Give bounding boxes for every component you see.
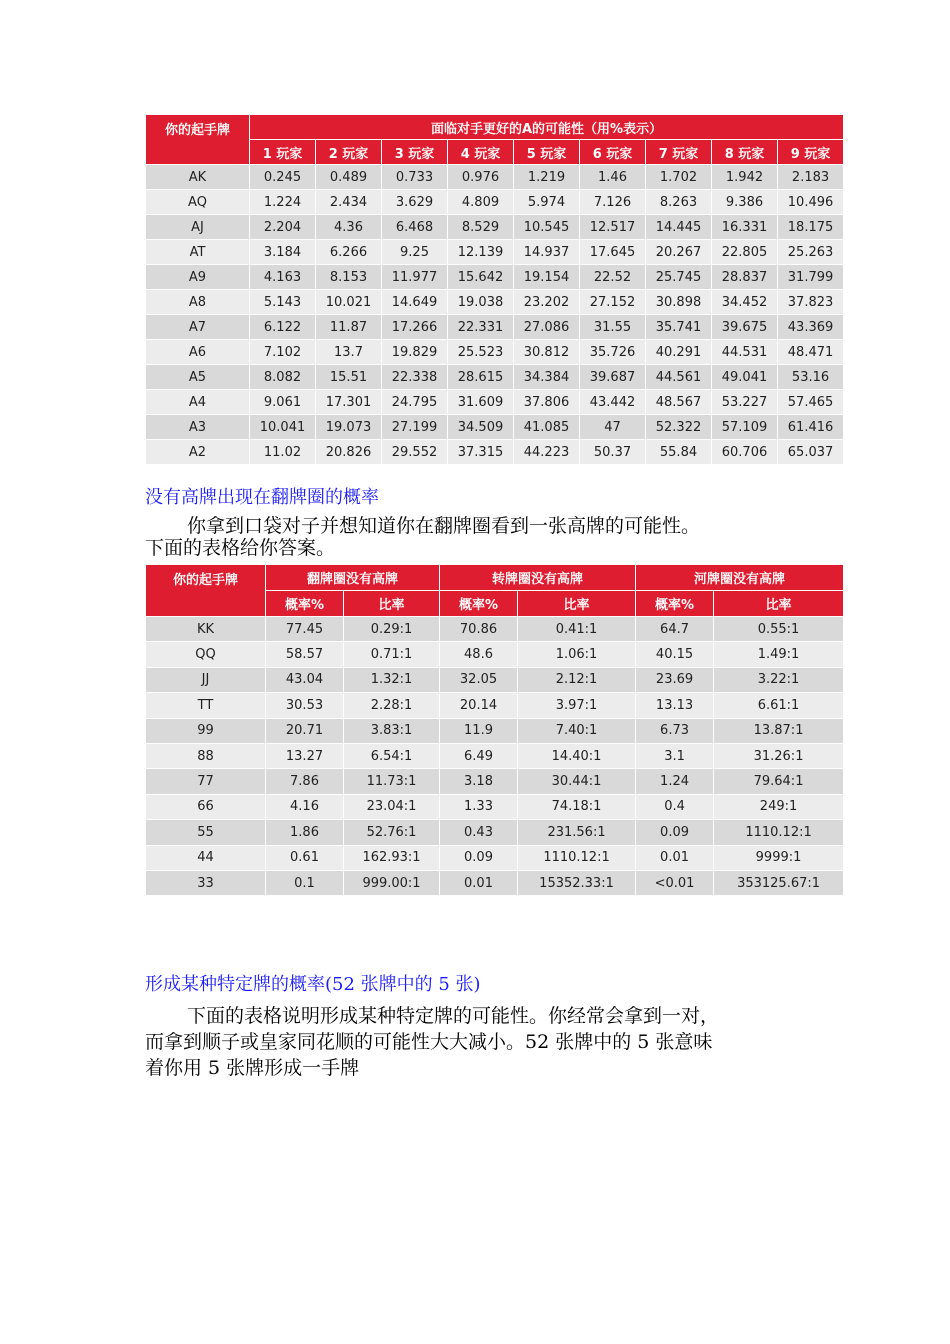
value-cell: 13.13: [636, 693, 714, 718]
value-cell: 1.219: [514, 165, 580, 190]
value-cell: 0.55:1: [714, 617, 844, 642]
table-row: [146, 642, 844, 667]
value-cell: 20.71: [266, 718, 344, 743]
section-heading: 没有高牌出现在翻牌圈的概率: [145, 487, 379, 508]
value-cell: 1.224: [250, 190, 316, 215]
value-cell: 6.122: [250, 315, 316, 340]
value-cell: 11.73:1: [344, 769, 440, 794]
value-cell: 17.266: [382, 315, 448, 340]
value-cell: 53.16: [778, 365, 844, 390]
value-cell: 17.301: [316, 390, 382, 415]
value-cell: 4.36: [316, 215, 382, 240]
value-cell: 10.545: [514, 215, 580, 240]
column-header: 7 玩家: [646, 140, 712, 165]
value-cell: 22.52: [580, 265, 646, 290]
section-paragraph: [145, 1003, 815, 1081]
value-cell: 1.24: [636, 769, 714, 794]
corner-header: 你的起手牌: [146, 565, 266, 617]
table-row: [146, 165, 844, 190]
hand-cell: A5: [146, 365, 250, 390]
hand-cell: 77: [146, 769, 266, 794]
value-cell: 19.829: [382, 340, 448, 365]
hand-cell: A2: [146, 440, 250, 465]
value-cell: 7.102: [250, 340, 316, 365]
value-cell: 6.61:1: [714, 693, 844, 718]
value-cell: 6.54:1: [344, 743, 440, 768]
value-cell: 49.041: [712, 365, 778, 390]
value-cell: 7.126: [580, 190, 646, 215]
value-cell: 8.263: [646, 190, 712, 215]
value-cell: 61.416: [778, 415, 844, 440]
hand-cell: AK: [146, 165, 250, 190]
column-header: 1 玩家: [250, 140, 316, 165]
value-cell: 44.531: [712, 340, 778, 365]
value-cell: 20.826: [316, 440, 382, 465]
value-cell: 10.496: [778, 190, 844, 215]
value-cell: 1.46: [580, 165, 646, 190]
value-cell: 14.445: [646, 215, 712, 240]
value-cell: 14.40:1: [518, 743, 636, 768]
value-cell: 31.26:1: [714, 743, 844, 768]
paragraph-line: 你拿到口袋对子并想知道你在翻牌圈看到一张高牌的可能性。: [187, 515, 701, 537]
value-cell: 77.45: [266, 617, 344, 642]
value-cell: 6.73: [636, 718, 714, 743]
value-cell: 3.22:1: [714, 667, 844, 692]
column-header: 概率%: [266, 591, 344, 617]
value-cell: 5.974: [514, 190, 580, 215]
value-cell: 27.152: [580, 290, 646, 315]
value-cell: 3.629: [382, 190, 448, 215]
column-header: 比率: [714, 591, 844, 617]
value-cell: 41.085: [514, 415, 580, 440]
value-cell: 44.561: [646, 365, 712, 390]
table-row: [146, 743, 844, 768]
value-cell: 28.615: [448, 365, 514, 390]
hand-cell: A7: [146, 315, 250, 340]
value-cell: 74.18:1: [518, 794, 636, 819]
value-cell: 57.465: [778, 390, 844, 415]
hand-cell: KK: [146, 617, 266, 642]
column-header: 概率%: [440, 591, 518, 617]
section-heading: 形成某种特定牌的概率(52 张牌中的 5 张): [145, 974, 481, 995]
column-header: 3 玩家: [382, 140, 448, 165]
value-cell: 23.69: [636, 667, 714, 692]
value-cell: 60.706: [712, 440, 778, 465]
value-cell: 12.139: [448, 240, 514, 265]
value-cell: 48.471: [778, 340, 844, 365]
value-cell: 11.977: [382, 265, 448, 290]
column-header: 2 玩家: [316, 140, 382, 165]
value-cell: 0.61: [266, 845, 344, 870]
value-cell: 0.1: [266, 870, 344, 895]
value-cell: 13.7: [316, 340, 382, 365]
value-cell: 20.14: [440, 693, 518, 718]
value-cell: 5.143: [250, 290, 316, 315]
value-cell: 55.84: [646, 440, 712, 465]
table-row: [146, 769, 844, 794]
ace-odds-table: [145, 114, 844, 465]
table-row: [146, 340, 844, 365]
table-row: [146, 794, 844, 819]
value-cell: 3.83:1: [344, 718, 440, 743]
value-cell: 53.227: [712, 390, 778, 415]
value-cell: 4.809: [448, 190, 514, 215]
table-row: [146, 667, 844, 692]
value-cell: 28.837: [712, 265, 778, 290]
value-cell: 24.795: [382, 390, 448, 415]
value-cell: 18.175: [778, 215, 844, 240]
value-cell: 25.263: [778, 240, 844, 265]
column-header: 8 玩家: [712, 140, 778, 165]
value-cell: 13.87:1: [714, 718, 844, 743]
value-cell: 2.12:1: [518, 667, 636, 692]
value-cell: 12.517: [580, 215, 646, 240]
hand-cell: A6: [146, 340, 250, 365]
hand-cell: AT: [146, 240, 250, 265]
value-cell: 11.87: [316, 315, 382, 340]
value-cell: 9.25: [382, 240, 448, 265]
hand-cell: 66: [146, 794, 266, 819]
value-cell: 48.567: [646, 390, 712, 415]
value-cell: 13.27: [266, 743, 344, 768]
value-cell: 25.523: [448, 340, 514, 365]
value-cell: 0.4: [636, 794, 714, 819]
value-cell: 25.745: [646, 265, 712, 290]
value-cell: 11.02: [250, 440, 316, 465]
value-cell: 65.037: [778, 440, 844, 465]
value-cell: 64.7: [636, 617, 714, 642]
paragraph-line: 着你用 5 张牌形成一手牌: [145, 1057, 360, 1079]
value-cell: 39.687: [580, 365, 646, 390]
value-cell: 1.49:1: [714, 642, 844, 667]
value-cell: 3.18: [440, 769, 518, 794]
paragraph-line: 下面的表格说明形成某种特定牌的可能性。你经常会拿到一对，: [187, 1005, 720, 1027]
value-cell: 37.823: [778, 290, 844, 315]
value-cell: 1.33: [440, 794, 518, 819]
value-cell: 0.489: [316, 165, 382, 190]
hand-cell: TT: [146, 693, 266, 718]
overcard-odds-table: [145, 564, 844, 896]
value-cell: 29.552: [382, 440, 448, 465]
table-row: [146, 415, 844, 440]
value-cell: 7.40:1: [518, 718, 636, 743]
value-cell: 30.812: [514, 340, 580, 365]
value-cell: 1.942: [712, 165, 778, 190]
value-cell: 2.204: [250, 215, 316, 240]
table-row: [146, 870, 844, 895]
value-cell: 0.245: [250, 165, 316, 190]
value-cell: 0.09: [636, 820, 714, 845]
value-cell: 9999:1: [714, 845, 844, 870]
value-cell: 162.93:1: [344, 845, 440, 870]
value-cell: 249:1: [714, 794, 844, 819]
table-row: [146, 290, 844, 315]
value-cell: 0.976: [448, 165, 514, 190]
value-cell: 15352.33:1: [518, 870, 636, 895]
value-cell: 79.64:1: [714, 769, 844, 794]
value-cell: 6.468: [382, 215, 448, 240]
table-row: [146, 190, 844, 215]
value-cell: 70.86: [440, 617, 518, 642]
corner-header: 你的起手牌: [146, 115, 250, 165]
table-row: [146, 365, 844, 390]
value-cell: 999.00:1: [344, 870, 440, 895]
value-cell: 35.741: [646, 315, 712, 340]
value-cell: 44.223: [514, 440, 580, 465]
hand-cell: 99: [146, 718, 266, 743]
value-cell: 19.038: [448, 290, 514, 315]
table-row: [146, 718, 844, 743]
value-cell: 31.55: [580, 315, 646, 340]
column-header: 比率: [518, 591, 636, 617]
value-cell: 0.41:1: [518, 617, 636, 642]
table-row: [146, 440, 844, 465]
value-cell: 43.442: [580, 390, 646, 415]
value-cell: 52.322: [646, 415, 712, 440]
hand-cell: A3: [146, 415, 250, 440]
value-cell: 43.04: [266, 667, 344, 692]
hand-cell: 88: [146, 743, 266, 768]
value-cell: 20.267: [646, 240, 712, 265]
table-row: [146, 215, 844, 240]
value-cell: 9.061: [250, 390, 316, 415]
value-cell: 353125.67:1: [714, 870, 844, 895]
value-cell: 50.37: [580, 440, 646, 465]
paragraph-line: 下面的表格给你答案。: [145, 537, 336, 559]
value-cell: 16.331: [712, 215, 778, 240]
hand-cell: JJ: [146, 667, 266, 692]
value-cell: 7.86: [266, 769, 344, 794]
value-cell: 1110.12:1: [714, 820, 844, 845]
table-row: [146, 820, 844, 845]
value-cell: 0.43: [440, 820, 518, 845]
value-cell: 1110.12:1: [518, 845, 636, 870]
value-cell: 3.184: [250, 240, 316, 265]
value-cell: 23.202: [514, 290, 580, 315]
table-row: [146, 693, 844, 718]
hand-cell: 55: [146, 820, 266, 845]
value-cell: 27.199: [382, 415, 448, 440]
value-cell: 40.291: [646, 340, 712, 365]
value-cell: <0.01: [636, 870, 714, 895]
table-row: [146, 390, 844, 415]
value-cell: 14.937: [514, 240, 580, 265]
column-header: 4 玩家: [448, 140, 514, 165]
value-cell: 231.56:1: [518, 820, 636, 845]
hand-cell: A4: [146, 390, 250, 415]
value-cell: 2.28:1: [344, 693, 440, 718]
hand-cell: 33: [146, 870, 266, 895]
value-cell: 9.386: [712, 190, 778, 215]
value-cell: 31.799: [778, 265, 844, 290]
value-cell: 0.71:1: [344, 642, 440, 667]
value-cell: 0.733: [382, 165, 448, 190]
value-cell: 34.509: [448, 415, 514, 440]
value-cell: 30.53: [266, 693, 344, 718]
value-cell: 35.726: [580, 340, 646, 365]
value-cell: 15.642: [448, 265, 514, 290]
section-paragraph: [145, 513, 815, 561]
hand-cell: AJ: [146, 215, 250, 240]
value-cell: 27.086: [514, 315, 580, 340]
value-cell: 34.384: [514, 365, 580, 390]
value-cell: 1.702: [646, 165, 712, 190]
table-row: [146, 240, 844, 265]
column-header: 5 玩家: [514, 140, 580, 165]
value-cell: 14.649: [382, 290, 448, 315]
value-cell: 37.315: [448, 440, 514, 465]
value-cell: 3.97:1: [518, 693, 636, 718]
value-cell: 3.1: [636, 743, 714, 768]
table-row: [146, 617, 844, 642]
value-cell: 0.29:1: [344, 617, 440, 642]
value-cell: 40.15: [636, 642, 714, 667]
value-cell: 4.163: [250, 265, 316, 290]
group-header: 河牌圈没有高牌: [636, 565, 844, 591]
value-cell: 22.805: [712, 240, 778, 265]
value-cell: 58.57: [266, 642, 344, 667]
value-cell: 0.01: [636, 845, 714, 870]
value-cell: 19.154: [514, 265, 580, 290]
value-cell: 4.16: [266, 794, 344, 819]
value-cell: 23.04:1: [344, 794, 440, 819]
value-cell: 10.021: [316, 290, 382, 315]
value-cell: 19.073: [316, 415, 382, 440]
value-cell: 39.675: [712, 315, 778, 340]
value-cell: 31.609: [448, 390, 514, 415]
column-header: 比率: [344, 591, 440, 617]
value-cell: 0.09: [440, 845, 518, 870]
value-cell: 6.266: [316, 240, 382, 265]
value-cell: 1.86: [266, 820, 344, 845]
value-cell: 37.806: [514, 390, 580, 415]
value-cell: 43.369: [778, 315, 844, 340]
value-cell: 34.452: [712, 290, 778, 315]
value-cell: 2.434: [316, 190, 382, 215]
group-header: 翻牌圈没有高牌: [266, 565, 440, 591]
value-cell: 8.153: [316, 265, 382, 290]
value-cell: 30.898: [646, 290, 712, 315]
value-cell: 0.01: [440, 870, 518, 895]
value-cell: 2.183: [778, 165, 844, 190]
value-cell: 22.331: [448, 315, 514, 340]
value-cell: 8.082: [250, 365, 316, 390]
table-row: [146, 315, 844, 340]
paragraph-line: 而拿到顺子或皇家同花顺的可能性大大减小。52 张牌中的 5 张意味: [145, 1031, 713, 1053]
hand-cell: QQ: [146, 642, 266, 667]
value-cell: 30.44:1: [518, 769, 636, 794]
value-cell: 57.109: [712, 415, 778, 440]
table-row: [146, 265, 844, 290]
value-cell: 8.529: [448, 215, 514, 240]
group-header: 转牌圈没有高牌: [440, 565, 636, 591]
table-title: 面临对手更好的A的可能性（用%表示）: [250, 115, 844, 140]
value-cell: 1.32:1: [344, 667, 440, 692]
value-cell: 10.041: [250, 415, 316, 440]
table-row: [146, 845, 844, 870]
hand-cell: 44: [146, 845, 266, 870]
value-cell: 15.51: [316, 365, 382, 390]
column-header: 6 玩家: [580, 140, 646, 165]
value-cell: 1.06:1: [518, 642, 636, 667]
hand-cell: A9: [146, 265, 250, 290]
column-header: 9 玩家: [778, 140, 844, 165]
value-cell: 22.338: [382, 365, 448, 390]
value-cell: 32.05: [440, 667, 518, 692]
value-cell: 48.6: [440, 642, 518, 667]
column-header: 概率%: [636, 591, 714, 617]
value-cell: 11.9: [440, 718, 518, 743]
value-cell: 6.49: [440, 743, 518, 768]
value-cell: 47: [580, 415, 646, 440]
hand-cell: AQ: [146, 190, 250, 215]
value-cell: 17.645: [580, 240, 646, 265]
hand-cell: A8: [146, 290, 250, 315]
value-cell: 52.76:1: [344, 820, 440, 845]
